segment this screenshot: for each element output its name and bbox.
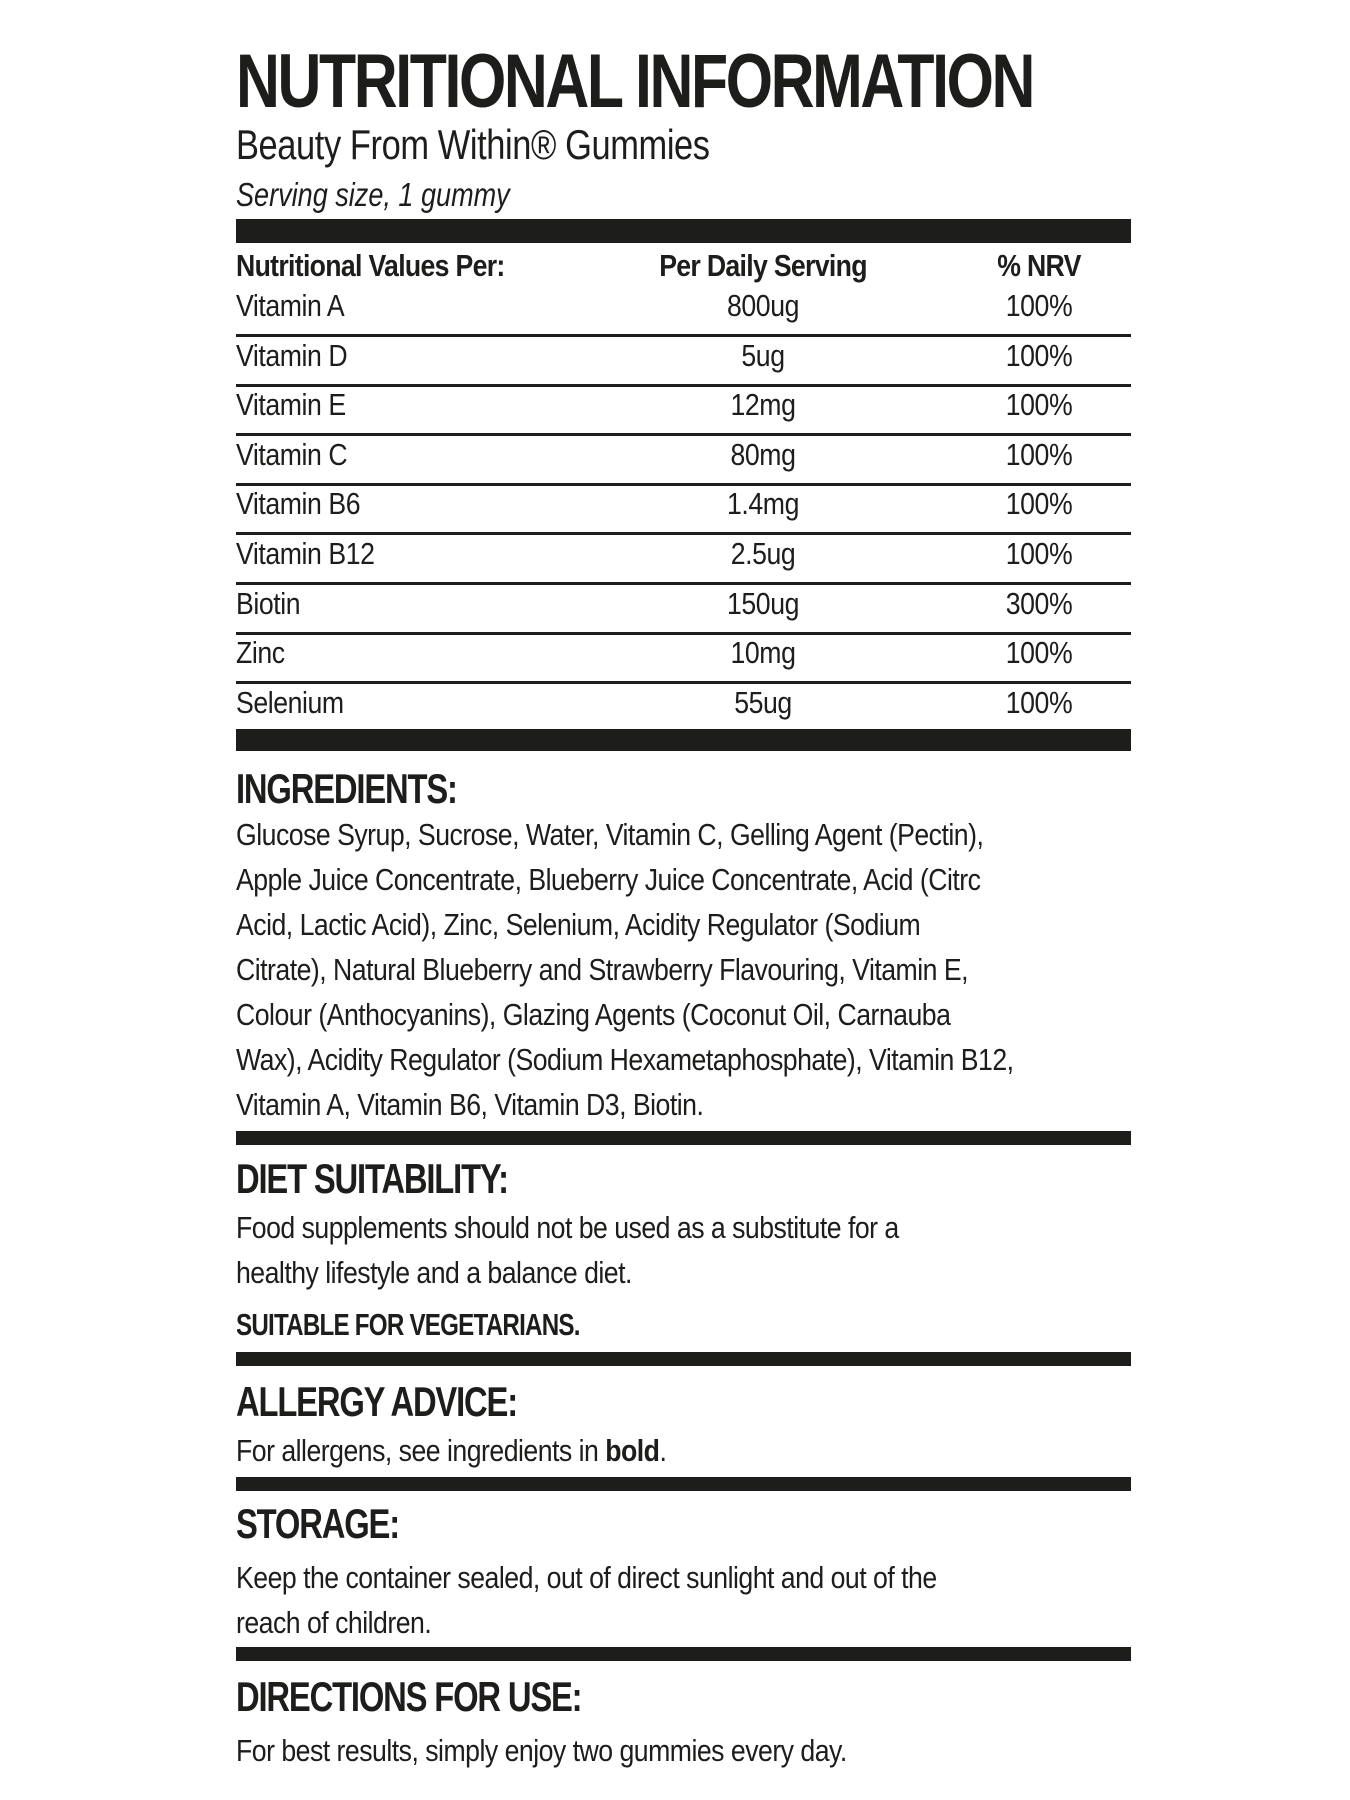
- nutrient-nrv-value: 100%: [1005, 436, 1073, 472]
- row-divider: [236, 681, 1131, 684]
- allergy-text-prefix: For allergens, see ingredients in: [236, 1433, 606, 1468]
- nutrient-name: Zinc: [236, 635, 285, 671]
- storage-text: [236, 1555, 937, 1645]
- nutrient-nrv-value: 100%: [1005, 684, 1073, 720]
- column-header-nrv: [997, 248, 1136, 283]
- row-divider: [236, 582, 1131, 585]
- nutrient-amount-value: 150ug: [727, 585, 799, 621]
- row-divider: [236, 334, 1131, 337]
- nutrient-nrv-value: 100%: [1005, 288, 1073, 323]
- diet-text: [236, 1205, 899, 1295]
- nutrient-amount-value: 800ug: [727, 288, 799, 323]
- nutrient-nrv-value: 100%: [1005, 536, 1073, 571]
- row-divider: [236, 532, 1131, 535]
- ingredients-line: Vitamin A, Vitamin B6, Vitamin D3, Biotin.: [236, 1087, 704, 1122]
- ingredients-text: [236, 812, 1014, 1127]
- column-header-nutrient: Nutritional Values Per:: [236, 248, 505, 283]
- nutrient-amount-value: 5ug: [741, 337, 785, 373]
- section-divider: [236, 1131, 1131, 1145]
- nutrient-nrv-value: 100%: [1005, 486, 1073, 522]
- nutrient-amount-value: 10mg: [730, 635, 796, 671]
- diet-line: Food supplements should not be used as a substitute for a: [236, 1210, 899, 1245]
- nutrient-nrv-value: 100%: [1005, 387, 1073, 423]
- serving-size: Serving size, 1 gummy: [236, 176, 510, 213]
- column-header-amount-label: Per Daily Serving: [659, 248, 867, 283]
- ingredients-line: Citrate), Natural Blueberry and Strawberry Flavouring, Vitamin E,: [236, 952, 969, 987]
- table-top-bar: [236, 219, 1131, 243]
- storage-heading: STORAGE:: [236, 1500, 399, 1547]
- nutrient-name: Vitamin B6: [236, 486, 361, 522]
- diet-line: healthy lifestyle and a balance diet.: [236, 1255, 632, 1290]
- nutrient-nrv-value: 300%: [1005, 585, 1073, 621]
- column-header-nrv-label: % NRV: [997, 248, 1081, 283]
- section-divider: [236, 1352, 1131, 1366]
- diet-heading: DIET SUITABILITY:: [236, 1155, 508, 1202]
- column-header-amount: [659, 248, 1004, 283]
- storage-line: reach of children.: [236, 1605, 432, 1640]
- storage-line: Keep the container sealed, out of direct sunlight and out of the: [236, 1560, 937, 1595]
- section-divider: [236, 1477, 1131, 1491]
- nutrient-amount-value: 55ug: [734, 684, 792, 720]
- allergy-text-suffix: .: [659, 1433, 667, 1468]
- nutrient-name: Selenium: [236, 684, 344, 720]
- product-name: Beauty From Within® Gummies: [236, 121, 710, 168]
- row-divider: [236, 384, 1131, 387]
- allergy-text-bold: bold: [605, 1433, 660, 1468]
- row-divider: [236, 433, 1131, 436]
- nutrient-name: Vitamin C: [236, 436, 348, 472]
- ingredients-line: Glucose Syrup, Sucrose, Water, Vitamin C, Gelling Agent (Pectin),: [236, 817, 984, 852]
- nutrient-amount-value: 1.4mg: [727, 486, 799, 522]
- ingredients-line: Acid, Lactic Acid), Zinc, Selenium, Acidity Regulator (Sodium: [236, 907, 921, 942]
- directions-text: For best results, simply enjoy two gummies every day.: [236, 1733, 847, 1768]
- nutrient-nrv-value: 100%: [1005, 337, 1073, 373]
- row-divider: [236, 483, 1131, 486]
- row-divider: [236, 632, 1131, 635]
- table-bottom-bar: [236, 729, 1131, 751]
- nutrient-name: Vitamin B12: [236, 536, 375, 571]
- ingredients-line: Colour (Anthocyanins), Glazing Agents (Coconut Oil, Carnauba: [236, 997, 951, 1032]
- nutrient-amount-value: 80mg: [730, 436, 796, 472]
- allergy-heading: ALLERGY ADVICE:: [236, 1378, 517, 1425]
- ingredients-line: Apple Juice Concentrate, Blueberry Juice Concentrate, Acid (Citrc: [236, 862, 981, 897]
- vegetarian-note: SUITABLE FOR VEGETARIANS.: [236, 1307, 580, 1342]
- page-title: NUTRITIONAL INFORMATION: [236, 39, 1034, 124]
- ingredients-heading: INGREDIENTS:: [236, 765, 457, 812]
- nutrient-name: Vitamin A: [236, 288, 345, 323]
- nutrient-name: Vitamin E: [236, 387, 346, 423]
- nutrient-amount-value: 12mg: [730, 387, 796, 423]
- ingredients-line: Wax), Acidity Regulator (Sodium Hexametaphosphate), Vitamin B12,: [236, 1042, 1014, 1077]
- allergy-text: [236, 1428, 666, 1473]
- nutrient-amount-value: 2.5ug: [730, 536, 796, 571]
- nutrient-name: Vitamin D: [236, 337, 348, 373]
- nutrient-name: Biotin: [236, 585, 301, 621]
- nutrient-nrv-value: 100%: [1005, 635, 1073, 671]
- directions-heading: DIRECTIONS FOR USE:: [236, 1673, 582, 1720]
- section-divider: [236, 1647, 1131, 1661]
